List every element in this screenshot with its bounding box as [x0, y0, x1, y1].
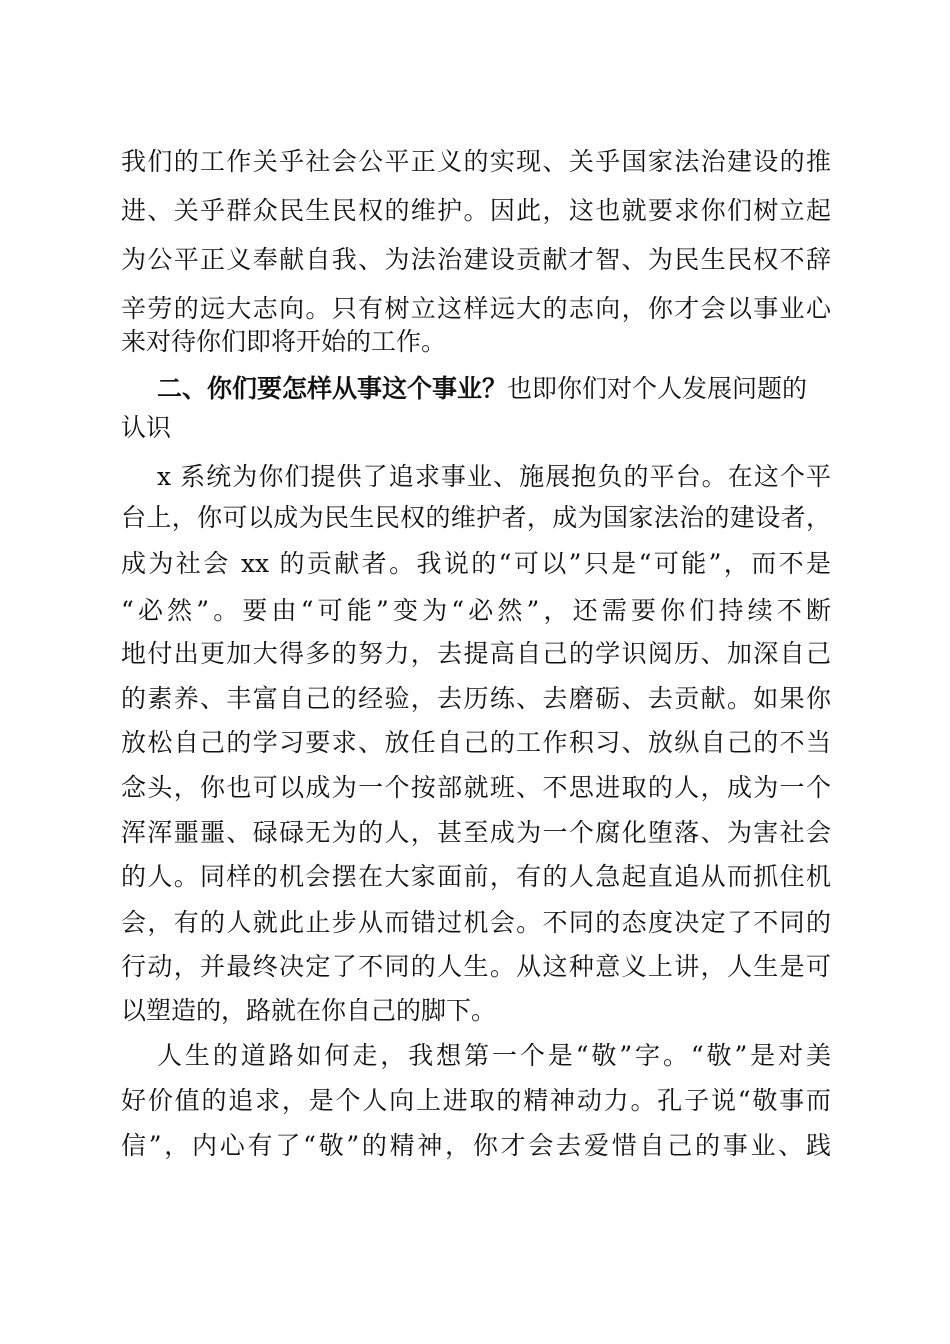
text-line: 来对待你们即将开始的工作。 [121, 327, 447, 356]
text-line: 好价值的追求，是个人向上进取的精神动力。孔子说“敬事而 [121, 1086, 831, 1115]
text-line: 念头，你也可以成为一个按部就班、不思进取的人，成为一个 [121, 773, 831, 802]
text-line: x 系统为你们提供了追求事业、施展抱负的平台。在这个平 [157, 462, 831, 491]
text-line: 进、关乎群众民生民权的维护。因此，这也就要求你们树立起 [121, 196, 831, 225]
text-line: 成为社会 xx 的贡献者。我说的“可以”只是“可能”，而不是 [121, 549, 831, 578]
section-heading [157, 374, 831, 404]
text-line: 的人。同样的机会摆在大家面前，有的人急起直追从而抓住机 [121, 862, 831, 891]
text-line: 地付出更加大得多的努力，去提高自己的学识阅历、加深自己 [121, 639, 831, 668]
text-line: 浑浑噩噩、碌碌无为的人，甚至成为一个腐化堕落、为害社会 [121, 818, 831, 847]
section-heading-rest: 也即你们对个人发展问题的 [507, 374, 808, 403]
text-line: 人生的道路如何走，我想第一个是“敬”字。“敬”是对美 [157, 1041, 832, 1070]
text-line: 我们的工作关乎社会公平正义的实现、关乎国家法治建设的推 [121, 147, 831, 176]
text-line: 放松自己的学习要求、放任自己的工作积习、放纵自己的不当 [121, 728, 831, 757]
section-heading-bold: 二、你们要怎样从事这个事业？ [157, 374, 508, 403]
section-heading-continued: 认识 [121, 413, 172, 442]
text-line: 辛劳的远大志向。只有树立这样远大的志向，你才会以事业心 [121, 294, 831, 323]
text-line: 以塑造的，路就在你自己的脚下。 [121, 996, 497, 1025]
text-line: 会，有的人就此止步从而错过机会。不同的态度决定了不同的 [121, 908, 831, 937]
text-line: 行动，并最终决定了不同的人生。从这种意义上讲，人生是可 [121, 952, 831, 981]
text-line: 为公平正义奉献自我、为法治建设贡献才智、为民生民权不辞 [121, 245, 831, 274]
text-line: 信”，内心有了“敬”的精神，你才会去爱惜自己的事业、践 [121, 1131, 831, 1160]
text-line: 台上，你可以成为民生民权的维护者，成为国家法治的建设者， [121, 503, 831, 532]
text-line: “必然”。要由“可能”变为“必然”，还需要你们持续不断 [121, 596, 831, 625]
text-line: 的素养、丰富自己的经验，去历练、去磨砺、去贡献。如果你 [121, 684, 831, 713]
